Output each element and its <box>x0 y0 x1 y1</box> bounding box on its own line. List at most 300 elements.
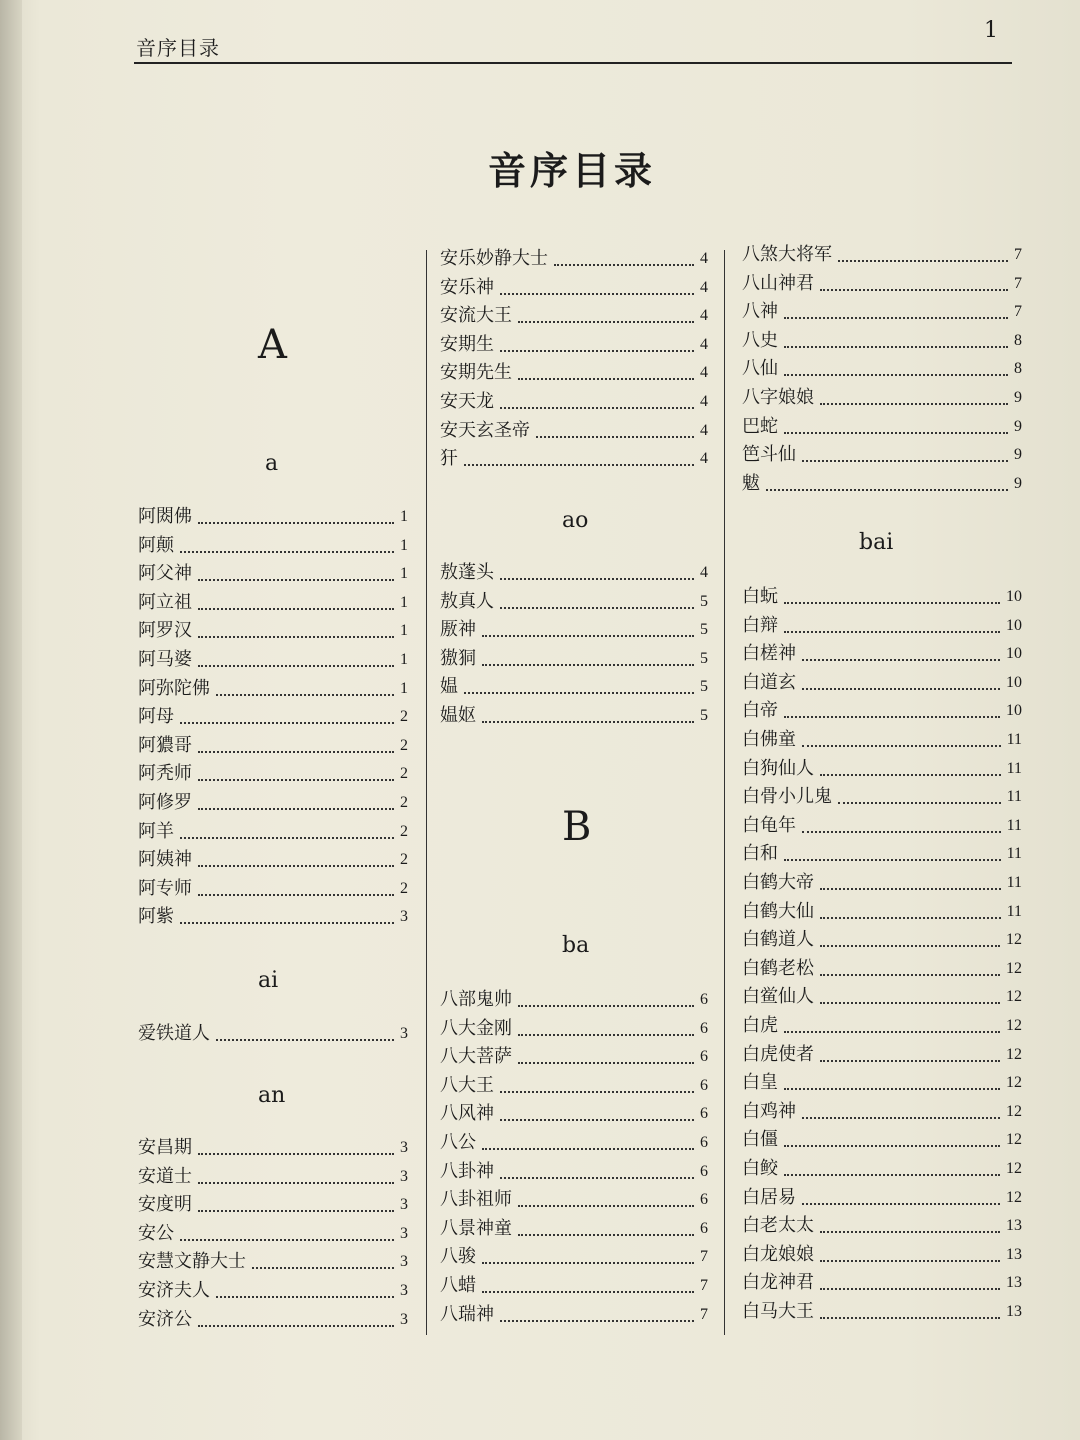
toc-entry[interactable] <box>742 1097 1022 1123</box>
dot-leader <box>802 1117 1000 1119</box>
entry-term: 厫神 <box>440 619 476 641</box>
toc-entry[interactable] <box>138 1162 408 1188</box>
main-title: 音序目录 <box>488 148 657 193</box>
dot-leader <box>820 1002 1000 1004</box>
entry-term: 白老太太 <box>742 1215 814 1237</box>
dot-leader <box>518 1234 694 1236</box>
entry-page-number: 11 <box>1006 902 1022 920</box>
entry-term: 安天玄圣帝 <box>440 419 530 441</box>
entry-term: 安济公 <box>138 1308 192 1330</box>
dot-leader <box>500 293 694 295</box>
dot-leader <box>784 631 1000 633</box>
toc-entry[interactable] <box>742 725 1022 751</box>
entry-page-number: 6 <box>700 991 708 1008</box>
letter-heading: B <box>562 804 592 850</box>
dot-leader <box>554 264 694 266</box>
toc-entry[interactable] <box>742 1268 1022 1294</box>
entry-term: 白皇 <box>742 1072 778 1094</box>
entry-term: 阿羊 <box>138 820 174 842</box>
entry-page-number: 12 <box>1006 959 1022 977</box>
toc-entry[interactable] <box>440 985 708 1011</box>
toc-entry[interactable] <box>440 1271 708 1297</box>
dot-leader <box>482 1262 694 1264</box>
entry-term: 八字娘娘 <box>742 387 814 408</box>
entry-term: 安期先生 <box>440 362 512 384</box>
dot-leader <box>784 317 1008 319</box>
entry-page-number: 4 <box>700 393 708 410</box>
entry-page-number: 3 <box>400 1139 408 1156</box>
dot-leader <box>820 974 1000 976</box>
entry-page-number: 6 <box>700 1219 708 1237</box>
toc-entry[interactable] <box>138 1190 408 1216</box>
page-number: 1 <box>984 18 998 43</box>
entry-page-number: 4 <box>700 421 708 439</box>
running-header-title: 音序目录 <box>136 36 220 60</box>
toc-entry[interactable] <box>440 1042 708 1068</box>
entry-term: 白佛童 <box>742 729 796 750</box>
dot-leader <box>518 378 694 380</box>
dot-leader <box>500 1177 694 1179</box>
toc-entry[interactable] <box>138 1247 408 1273</box>
entry-page-number: 10 <box>1006 616 1022 634</box>
toc-entry[interactable] <box>742 1068 1022 1094</box>
entry-page-number: 2 <box>400 765 408 783</box>
toc-entry[interactable] <box>440 358 708 384</box>
pinyin-section-heading: ai <box>258 968 279 993</box>
dot-leader <box>500 1119 694 1121</box>
entry-page-number: 5 <box>700 678 708 696</box>
entry-term: 白道玄 <box>742 671 796 693</box>
toc-entry[interactable] <box>742 839 1022 865</box>
entry-page-number: 12 <box>1006 1017 1022 1034</box>
entry-page-number: 2 <box>400 708 408 726</box>
entry-page-number: 8 <box>1014 331 1022 349</box>
entry-page-number: 11 <box>1006 874 1022 891</box>
toc-entry[interactable] <box>138 702 408 728</box>
entry-term: 八仙 <box>742 358 778 380</box>
entry-page-number: 3 <box>400 1025 408 1042</box>
entry-page-number: 9 <box>1014 389 1022 406</box>
entry-term: 白龙娘娘 <box>742 1243 814 1265</box>
entry-term: 白虎 <box>742 1015 778 1036</box>
dot-leader <box>784 602 1000 604</box>
dot-leader <box>784 1145 1000 1147</box>
entry-page-number: 5 <box>700 649 708 667</box>
entry-term: 笆斗仙 <box>742 444 796 466</box>
dot-leader <box>216 1039 394 1041</box>
dot-leader <box>500 607 694 609</box>
entry-term: 白骨小儿鬼 <box>742 786 832 808</box>
entry-term: 白和 <box>742 843 778 865</box>
entry-term: 白僵 <box>742 1129 778 1151</box>
entry-page-number: 4 <box>700 450 708 468</box>
toc-entry[interactable] <box>742 954 1022 980</box>
entry-page-number: 6 <box>700 1162 708 1180</box>
toc-entry[interactable] <box>440 301 708 327</box>
column-divider <box>724 250 725 1335</box>
entry-term: 八景神童 <box>440 1217 512 1239</box>
dot-leader <box>784 1088 1000 1090</box>
entry-page-number: 6 <box>700 1134 708 1151</box>
toc-entry[interactable] <box>742 811 1022 837</box>
dot-leader <box>216 1296 394 1298</box>
dot-leader <box>820 403 1008 405</box>
entry-term: 八大金刚 <box>440 1017 512 1039</box>
dot-leader <box>820 289 1008 291</box>
toc-entry[interactable] <box>440 330 708 356</box>
dot-leader <box>482 635 694 637</box>
toc-entry[interactable] <box>440 644 708 670</box>
entry-page-number: 7 <box>1014 246 1022 263</box>
dot-leader <box>820 1231 1000 1233</box>
entry-term: 安期生 <box>440 333 494 355</box>
entry-page-number: 13 <box>1006 1303 1022 1320</box>
toc-entry[interactable] <box>138 645 408 671</box>
entry-term: 魃 <box>742 472 760 494</box>
entry-term: 八史 <box>742 329 778 351</box>
entry-page-number: 6 <box>700 1019 708 1037</box>
dot-leader <box>500 1320 694 1322</box>
pinyin-section-heading: ba <box>562 933 590 958</box>
entry-term: 阿专师 <box>138 877 192 899</box>
entry-term: 敖真人 <box>440 590 494 612</box>
toc-entry[interactable] <box>742 354 1022 380</box>
dot-leader <box>820 1260 1000 1262</box>
toc-entry[interactable] <box>742 782 1022 808</box>
dot-leader <box>838 802 1001 804</box>
toc-entry[interactable] <box>138 531 408 557</box>
dot-leader <box>820 917 1001 919</box>
entry-term: 犴 <box>440 448 458 470</box>
entry-page-number: 3 <box>400 1253 408 1271</box>
entry-page-number: 1 <box>400 536 408 554</box>
toc-entry[interactable] <box>138 502 408 528</box>
toc-entry[interactable] <box>742 1240 1022 1266</box>
toc-entry[interactable] <box>742 1211 1022 1237</box>
dot-leader <box>198 779 394 781</box>
toc-entry[interactable] <box>138 588 408 614</box>
toc-entry[interactable] <box>742 240 1022 266</box>
entry-page-number: 4 <box>700 364 708 382</box>
toc-entry[interactable] <box>440 416 708 442</box>
toc-entry[interactable] <box>440 273 708 299</box>
toc-entry[interactable] <box>742 868 1022 894</box>
toc-entry[interactable] <box>440 701 708 727</box>
entry-term: 巴蛇 <box>742 415 778 437</box>
column-divider <box>426 250 427 1335</box>
dot-leader <box>252 1267 394 1269</box>
toc-entry[interactable] <box>440 615 708 641</box>
entry-term: 八蜡 <box>440 1275 476 1296</box>
toc-entry[interactable] <box>742 297 1022 323</box>
toc-entry[interactable] <box>138 759 408 785</box>
toc-entry[interactable] <box>742 582 1022 608</box>
entry-term: 白马大王 <box>742 1301 814 1322</box>
toc-entry[interactable] <box>440 444 708 470</box>
dot-leader <box>500 350 694 352</box>
entry-term: 安慧文静大士 <box>138 1251 246 1273</box>
entry-page-number: 6 <box>700 1076 708 1094</box>
dot-leader <box>482 721 694 723</box>
entry-term: 八卦神 <box>440 1160 494 1182</box>
dot-leader <box>802 1203 1000 1205</box>
toc-entry[interactable] <box>742 383 1022 409</box>
dot-leader <box>198 608 394 610</box>
entry-page-number: 13 <box>1006 1217 1022 1235</box>
toc-entry[interactable] <box>742 1011 1022 1037</box>
entry-term: 阿姨神 <box>138 849 192 871</box>
pinyin-section-heading: an <box>258 1083 286 1108</box>
dot-leader <box>198 865 394 867</box>
entry-page-number: 6 <box>700 1048 708 1066</box>
entry-page-number: 12 <box>1006 1074 1022 1092</box>
dot-leader <box>198 1153 394 1155</box>
toc-entry[interactable] <box>138 616 408 642</box>
entry-term: 阿秃师 <box>138 763 192 785</box>
entry-term: 阿颠 <box>138 534 174 556</box>
dot-leader <box>482 664 694 666</box>
entry-term: 阿父神 <box>138 563 192 585</box>
toc-entry[interactable] <box>742 982 1022 1008</box>
toc-entry[interactable] <box>138 902 408 928</box>
entry-page-number: 6 <box>700 1105 708 1123</box>
dot-leader <box>784 716 1000 718</box>
toc-entry[interactable] <box>742 1183 1022 1209</box>
entry-page-number: 7 <box>700 1248 708 1266</box>
dot-leader <box>198 1325 394 1327</box>
dot-leader <box>802 659 1000 661</box>
toc-entry[interactable] <box>742 754 1022 780</box>
toc-entry[interactable] <box>440 587 708 613</box>
toc-entry[interactable] <box>440 1128 708 1154</box>
dot-leader <box>180 837 394 839</box>
entry-page-number: 11 <box>1006 845 1022 863</box>
entry-page-number: 5 <box>700 592 708 610</box>
entry-page-number: 4 <box>700 564 708 581</box>
toc-entry[interactable] <box>440 672 708 698</box>
dot-leader <box>820 888 1001 890</box>
entry-page-number: 3 <box>400 1196 408 1214</box>
toc-entry[interactable] <box>138 1219 408 1245</box>
entry-page-number: 13 <box>1006 1274 1022 1292</box>
dot-leader <box>482 1148 694 1150</box>
dot-leader <box>180 551 394 553</box>
entry-term: 白鹤大帝 <box>742 872 814 893</box>
entry-page-number: 12 <box>1006 1188 1022 1206</box>
dot-leader <box>802 460 1008 462</box>
entry-term: 白龟年 <box>742 814 796 836</box>
entry-term: 阿紫 <box>138 906 174 928</box>
entry-term: 安昌期 <box>138 1137 192 1158</box>
dot-leader <box>820 1317 1000 1319</box>
pinyin-section-heading: bai <box>859 530 894 555</box>
entry-page-number: 12 <box>1006 931 1022 949</box>
entry-page-number: 10 <box>1006 673 1022 691</box>
toc-entry[interactable] <box>742 1040 1022 1066</box>
entry-term: 八大菩萨 <box>440 1046 512 1068</box>
entry-term: 安乐神 <box>440 276 494 298</box>
toc-entry[interactable] <box>138 1305 408 1331</box>
dot-leader <box>518 1062 694 1064</box>
dot-leader <box>536 436 694 438</box>
toc-entry[interactable] <box>742 1125 1022 1151</box>
toc-entry[interactable] <box>440 558 708 584</box>
toc-entry[interactable] <box>138 731 408 757</box>
entry-term: 白狗仙人 <box>742 757 814 779</box>
dot-leader <box>802 745 1001 747</box>
entry-term: 阿㺜哥 <box>138 734 192 756</box>
entry-page-number: 3 <box>400 1224 408 1242</box>
toc-entry[interactable] <box>742 668 1022 694</box>
entry-term: 媪 <box>440 676 458 698</box>
entry-term: 媪妪 <box>440 705 476 726</box>
toc-entry[interactable] <box>440 1099 708 1125</box>
entry-term: 阿母 <box>138 706 174 728</box>
toc-entry[interactable] <box>742 639 1022 665</box>
entry-term: 安乐妙静大士 <box>440 248 548 269</box>
toc-entry[interactable] <box>440 387 708 413</box>
dot-leader <box>500 1091 694 1093</box>
toc-entry[interactable] <box>440 244 708 270</box>
entry-term: 安公 <box>138 1222 174 1244</box>
entry-term: 白槎神 <box>742 643 796 665</box>
dot-leader <box>784 374 1008 376</box>
entry-page-number: 12 <box>1006 1045 1022 1063</box>
entry-term: 八煞大将军 <box>742 244 832 265</box>
dot-leader <box>198 894 394 896</box>
entry-page-number: 4 <box>700 250 708 267</box>
dot-leader <box>802 831 1001 833</box>
entry-term: 爱铁道人 <box>138 1023 210 1044</box>
toc-entry[interactable] <box>138 817 408 843</box>
entry-page-number: 3 <box>400 1282 408 1299</box>
dot-leader <box>198 579 394 581</box>
toc-entry[interactable] <box>138 1276 408 1302</box>
dot-leader <box>838 260 1008 262</box>
toc-entry[interactable] <box>440 1071 708 1097</box>
toc-entry[interactable] <box>138 788 408 814</box>
pinyin-section-heading: ao <box>562 508 589 533</box>
toc-entry[interactable] <box>440 1185 708 1211</box>
dot-leader <box>518 1205 694 1207</box>
toc-entry[interactable] <box>440 1157 708 1183</box>
toc-entry[interactable] <box>742 897 1022 923</box>
entry-term: 阿弥陀佛 <box>138 677 210 699</box>
dot-leader <box>820 774 1001 776</box>
entry-page-number: 9 <box>1014 474 1022 492</box>
entry-page-number: 12 <box>1006 988 1022 1006</box>
dot-leader <box>802 688 1000 690</box>
entry-page-number: 4 <box>700 335 708 353</box>
toc-entry[interactable] <box>742 269 1022 295</box>
entry-term: 八风神 <box>440 1103 494 1125</box>
entry-page-number: 3 <box>400 1310 408 1328</box>
toc-entry[interactable] <box>138 845 408 871</box>
toc-entry[interactable] <box>440 1300 708 1326</box>
book-gutter <box>0 0 22 1440</box>
entry-term: 八公 <box>440 1132 476 1153</box>
dot-leader <box>198 665 394 667</box>
dot-leader <box>500 578 694 580</box>
entry-page-number: 4 <box>700 278 708 296</box>
entry-page-number: 3 <box>400 908 408 926</box>
toc-entry[interactable] <box>742 326 1022 352</box>
dot-leader <box>500 407 694 409</box>
dot-leader <box>464 692 694 694</box>
toc-entry[interactable] <box>138 1019 408 1045</box>
letter-heading: A <box>258 322 287 368</box>
dot-leader <box>518 1005 694 1007</box>
entry-page-number: 6 <box>700 1191 708 1209</box>
toc-entry[interactable] <box>138 674 408 700</box>
toc-entry[interactable] <box>742 440 1022 466</box>
dot-leader <box>784 346 1008 348</box>
entry-page-number: 7 <box>1014 303 1022 321</box>
toc-entry[interactable] <box>742 1297 1022 1323</box>
dot-leader <box>180 722 394 724</box>
entry-page-number: 11 <box>1006 816 1022 834</box>
entry-term: 八山神君 <box>742 272 814 294</box>
dot-leader <box>766 489 1008 491</box>
entry-page-number: 7 <box>1014 274 1022 292</box>
entry-page-number: 1 <box>400 679 408 697</box>
entry-term: 獓狪 <box>440 647 476 669</box>
entry-term: 白虎使者 <box>742 1043 814 1065</box>
dot-leader <box>216 694 394 696</box>
toc-entry[interactable] <box>440 1214 708 1240</box>
dot-leader <box>482 1291 694 1293</box>
entry-page-number: 1 <box>400 622 408 640</box>
entry-page-number: 3 <box>400 1167 408 1185</box>
entry-page-number: 12 <box>1006 1131 1022 1149</box>
toc-entry[interactable] <box>742 469 1022 495</box>
entry-page-number: 5 <box>700 621 708 639</box>
entry-term: 敖蓬头 <box>440 562 494 583</box>
toc-entry[interactable] <box>138 874 408 900</box>
toc-entry[interactable] <box>440 1242 708 1268</box>
dot-leader <box>198 522 394 524</box>
toc-entry[interactable] <box>742 925 1022 951</box>
dot-leader <box>180 1239 394 1241</box>
toc-entry[interactable] <box>742 611 1022 637</box>
entry-page-number: 13 <box>1006 1245 1022 1263</box>
entry-page-number: 10 <box>1006 645 1022 663</box>
dot-leader <box>180 922 394 924</box>
dot-leader <box>518 321 694 323</box>
header-rule <box>134 62 1012 64</box>
entry-page-number: 12 <box>1006 1160 1022 1177</box>
entry-term: 白帝 <box>742 700 778 722</box>
dot-leader <box>820 1060 1000 1062</box>
entry-page-number: 10 <box>1006 702 1022 720</box>
toc-entry[interactable] <box>440 1014 708 1040</box>
dot-leader <box>198 808 394 810</box>
toc-entry[interactable] <box>138 559 408 585</box>
entry-page-number: 1 <box>400 651 408 668</box>
entry-term: 阿閦佛 <box>138 506 192 527</box>
dot-leader <box>198 1210 394 1212</box>
entry-term: 白鸡神 <box>742 1100 796 1122</box>
dot-leader <box>784 1174 1000 1176</box>
toc-entry[interactable] <box>742 1154 1022 1180</box>
entry-page-number: 2 <box>400 794 408 811</box>
toc-entry[interactable] <box>742 696 1022 722</box>
entry-page-number: 9 <box>1014 446 1022 464</box>
toc-entry[interactable] <box>138 1133 408 1159</box>
entry-page-number: 4 <box>700 307 708 325</box>
toc-entry[interactable] <box>742 412 1022 438</box>
entry-term: 安道士 <box>138 1165 192 1187</box>
